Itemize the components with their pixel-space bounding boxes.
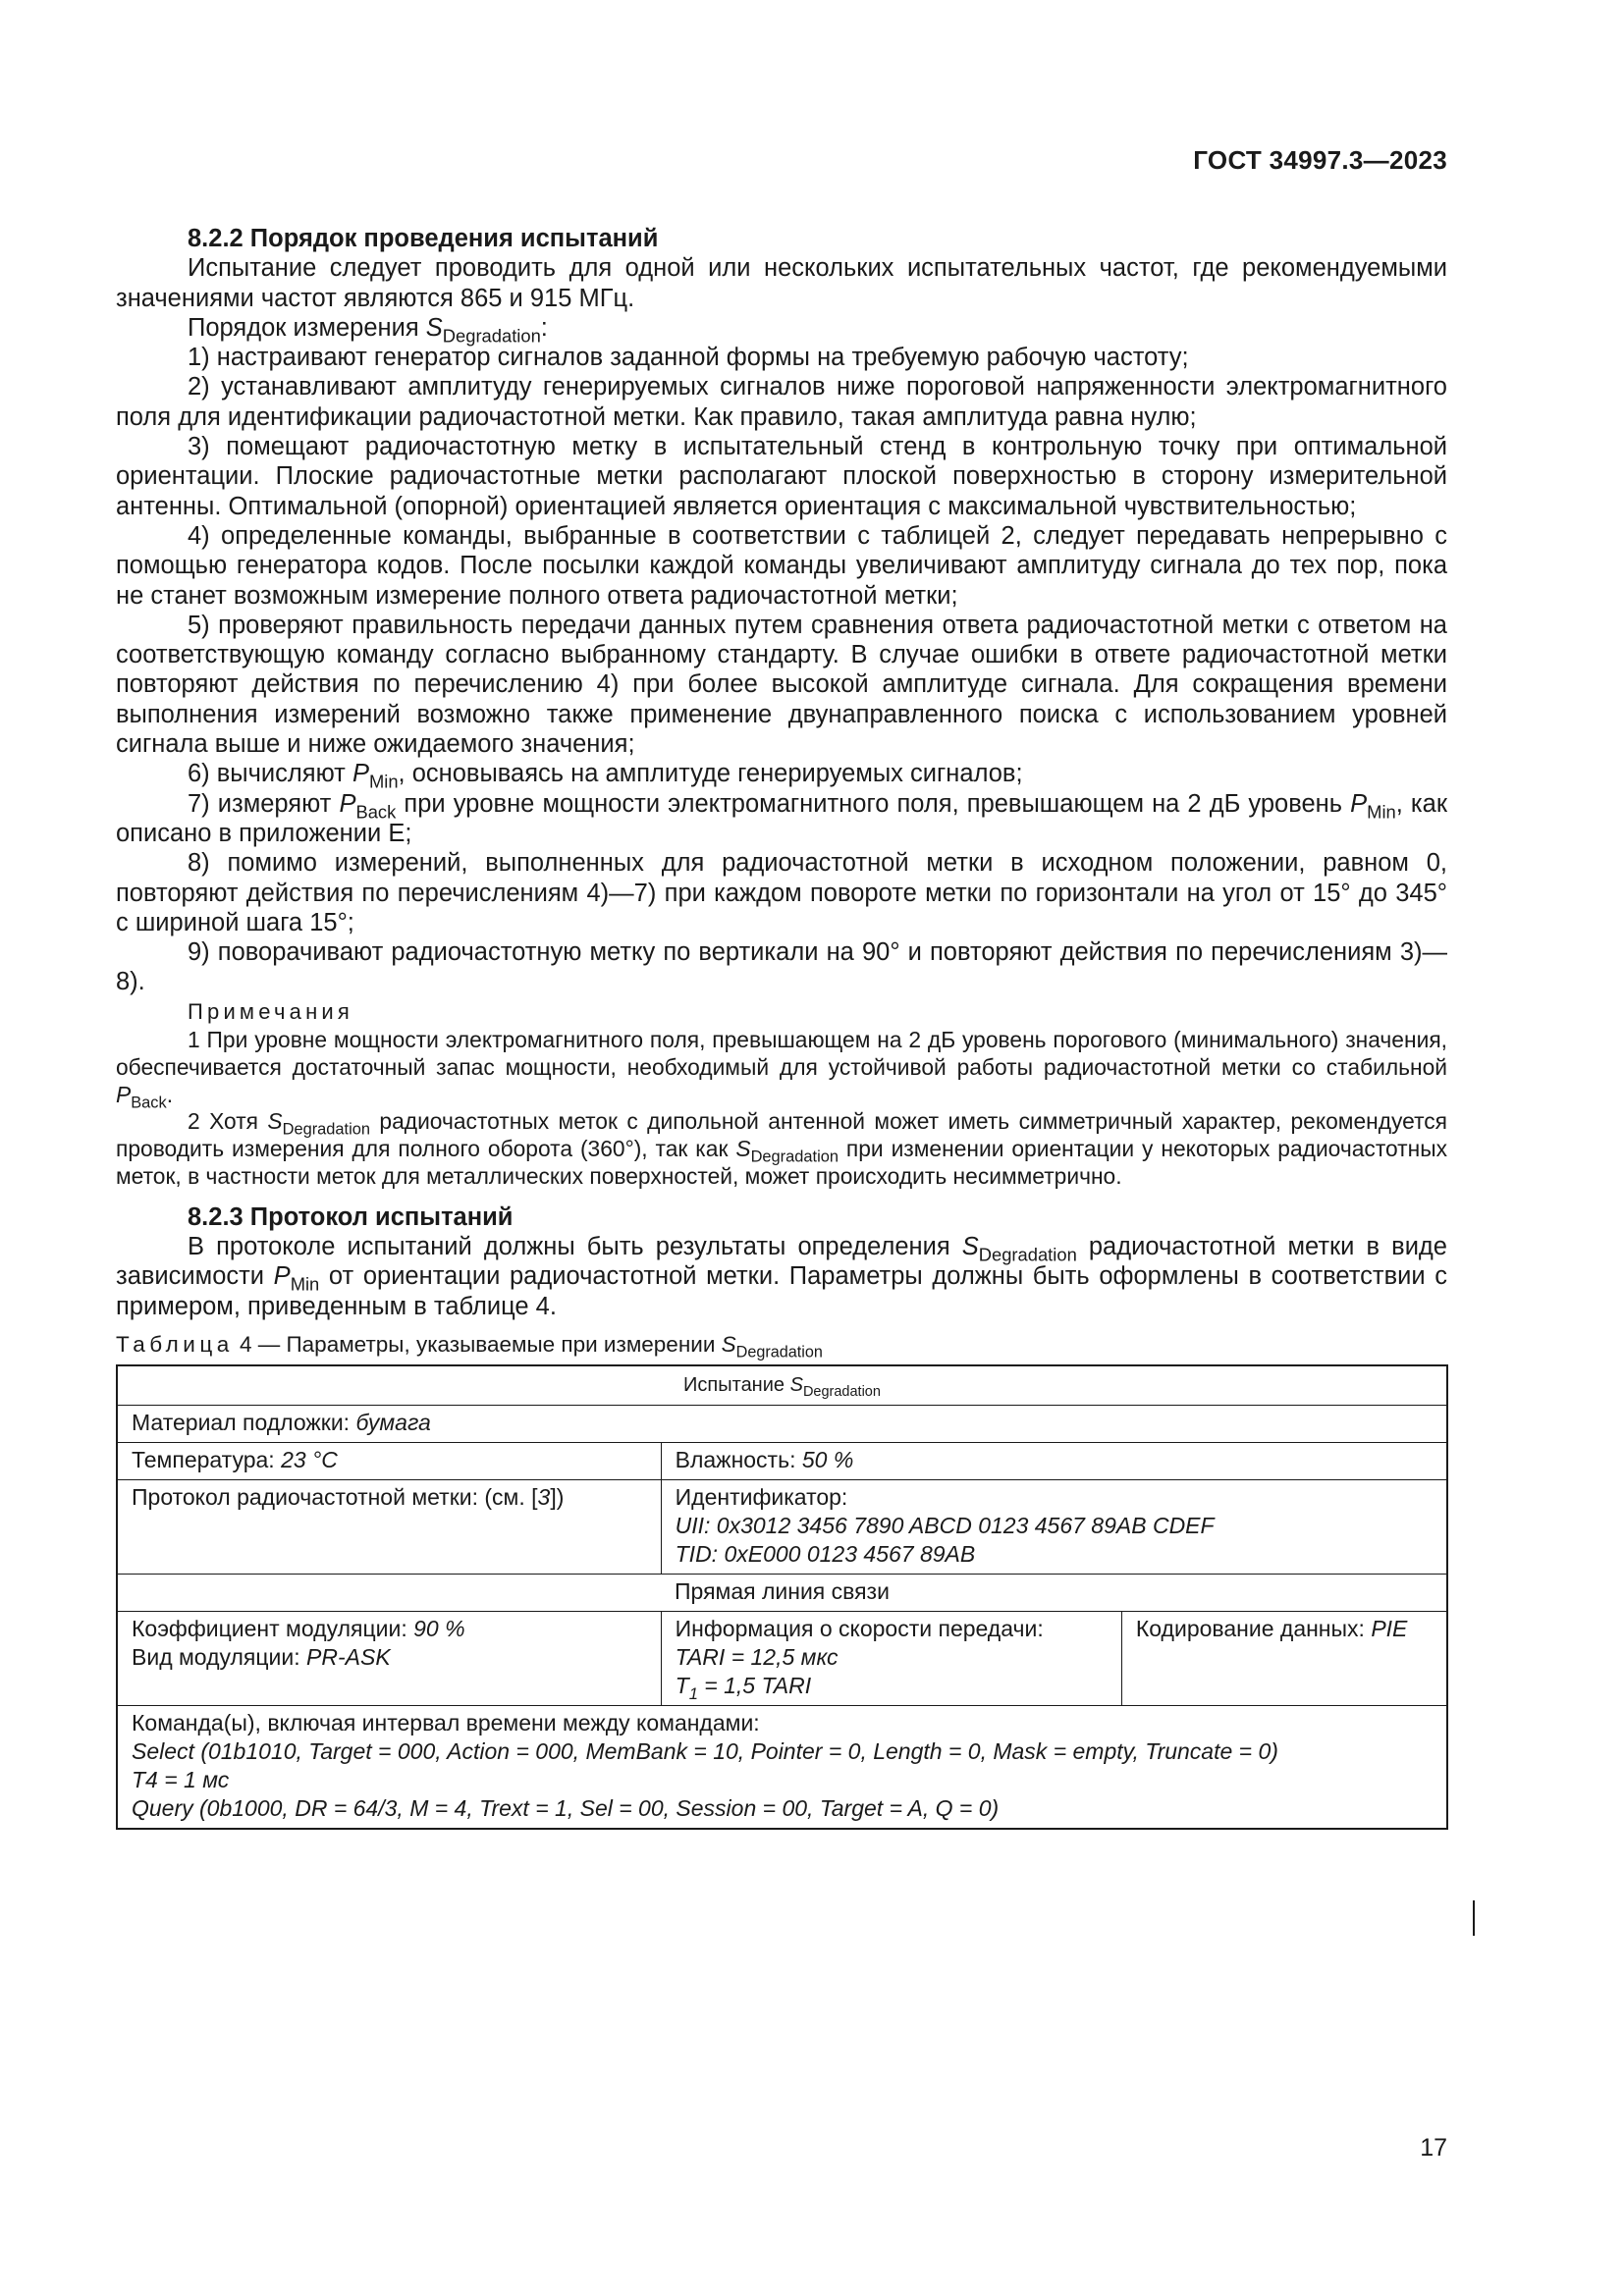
- table-row: [117, 1405, 1447, 1442]
- table-row: [117, 1442, 1447, 1479]
- revision-mark: [1473, 1900, 1475, 1936]
- note-1: 1 При уровне мощности электромагнитного поля, превышающем на 2 дБ уровень порогового (минимального) значения, обеспечивается достаточный запас мощности, необходимый для устойчивой работы радиочастотной метки со стабильной $P_{Back}$.: [116, 1027, 1447, 1112]
- table-row: [117, 1705, 1447, 1829]
- table-row: [117, 1365, 1447, 1406]
- list-item-step-1: 1) настраивают генератор сигналов заданной формы на требуемую рабочую частоту;: [188, 344, 1189, 372]
- parameters-table: [116, 1364, 1448, 1830]
- document-header-id: ГОСТ 34997.3—2023: [1193, 145, 1447, 175]
- list-item-step-3: 3) помещают радиочастотную метку в испытательный стенд в контрольную точку при оптимальной ориентации. Плоские радиочастотные метки располагают плоской поверхностью в сторону измерительной антенны. Оптимальной (опорной) ориентацией является ориентация с максимальной чувствительностью;: [116, 433, 1447, 520]
- table-cell-substrate: Материал подложки: бумага: [117, 1405, 1447, 1442]
- list-item-step-8: 8) помимо измерений, выполненных для радиочастотной метки в исходном положении, равном 0, повторяют действия по перечислениям 4)—7) при каждом повороте метки по горизонтали на угол от 15° до 345° с шириной шага 15°;: [116, 849, 1447, 936]
- table-row: [117, 1574, 1447, 1611]
- table-cell-rate: Информация о скорости передачи: TARI = 12,5 мкс $T_1 = 1,5$ TARI: [661, 1611, 1121, 1705]
- list-item-step-2: 2) устанавливают амплитуду генерируемых сигналов ниже пороговой напряженности электромагнитного поля для идентификации радиочастотной метки. Как правило, такая амплитуда равна нулю;: [116, 373, 1447, 431]
- page-number: 17: [1420, 2134, 1447, 2162]
- table-row: [117, 1479, 1447, 1574]
- table-row: [117, 1611, 1447, 1705]
- table-cell-test-title: Испытание $S_{Degradation}$: [117, 1365, 1447, 1406]
- table-cell-humidity: Влажность: 50 %: [661, 1442, 1447, 1479]
- paragraph-order: Порядок измерения $S_{Degradation}$:: [188, 313, 548, 347]
- paragraph-protocol: В протоколе испытаний должны быть результаты определения $S_{Degradation}$ радиочастотной метки в виде зависимости $P_{Min}$ от ориентации радиочастотной метки. Параметры должны быть оформлены в соответствии с примером, приведенным в таблице 4.: [116, 1233, 1447, 1320]
- paragraph-intro: Испытание следует проводить для одной или нескольких испытательных частот, где рекомендуемыми значениями частот являются 865 и 915 МГц.: [116, 254, 1447, 312]
- table-cell-temperature: Температура: 23 °C: [117, 1442, 661, 1479]
- section-8-2-2-title: 8.2.2 Порядок проведения испытаний: [188, 225, 659, 252]
- table-cell-identifier: Идентификатор: UII: 0x3012 3456 7890 ABCD 0123 4567 89AB CDEF TID: 0xE000 0123 4567 89AB: [661, 1479, 1447, 1574]
- table-cell-coding: Кодирование данных: PIE: [1121, 1611, 1447, 1705]
- section-8-2-3-title: 8.2.3 Протокол испытаний: [188, 1202, 514, 1231]
- list-item-step-6: 6) вычисляют $P_{Min}$, основываясь на амплитуде генерируемых сигналов;: [188, 760, 1023, 792]
- table-caption: Таблица 4 — Параметры, указываемые при измерении $S_{Degradation}$: [116, 1331, 823, 1362]
- page-content: [116, 224, 1447, 1830]
- notes-heading: Примечания: [188, 998, 354, 1024]
- table-cell-commands: Команда(ы), включая интервал времени между командами: Select (01b1010, Target = 000, Action = 000, MemBank = 10, Pointer = 0, Length = 0, Mask = empty, Truncate = 0) T4 = 1 мс Query (0b1000, DR = 64/3, M = 4, Trext = 1, Sel = 00, Session = 00, Target = A, Q = 0): [117, 1705, 1447, 1829]
- list-item-step-9: 9) поворачивают радиочастотную метку по вертикали на 90° и повторяют действия по перечислениям 3)—8).: [116, 938, 1447, 996]
- table-cell-modulation: Коэффициент модуляции: 90 % Вид модуляции: PR-ASK: [117, 1611, 661, 1705]
- list-item-step-4: 4) определенные команды, выбранные в соответствии с таблицей 2, следует передавать непрерывно с помощью генератора кодов. После посылки каждой команды увеличивают амплитуду сигнала до тех пор, пока не станет возможным измерение полного ответа радиочастотной метки;: [116, 521, 1447, 610]
- note-2: 2 Хотя $S_{Degradation}$ радиочастотных меток с дипольной антенной может иметь симметричный характер, рекомендуется проводить измерения для полного оборота (360°), так как $S_{Degradation}$ при изменении ориентации у некоторых радиочастотных меток, в частности меток для металлических поверхностей, может происходить несимметрично.: [116, 1108, 1448, 1189]
- list-item-step-5: 5) проверяют правильность передачи данных путем сравнения ответа радиочастотной метки с ответом на соответствующую команду согласно выбранному стандарту. В случае ошибки в ответе радиочастотной метки повторяют действия по перечислению 4) при более высокой амплитуде сигнала. Для сокращения времени выполнения измерений возможно также применение двунаправленного поиска с использованием уровней сигнала выше и ниже ожидаемого значения;: [116, 611, 1447, 759]
- list-item-step-7: 7) измеряют $P_{Back}$ при уровне мощности электромагнитного поля, превышающем на 2 дБ уровень $P_{Min}$, как описано в приложении Е;: [116, 789, 1447, 847]
- table-cell-protocol: Протокол радиочастотной метки: (см. [3]): [117, 1479, 661, 1574]
- table-cell-forward-link: Прямая линия связи: [117, 1574, 1447, 1611]
